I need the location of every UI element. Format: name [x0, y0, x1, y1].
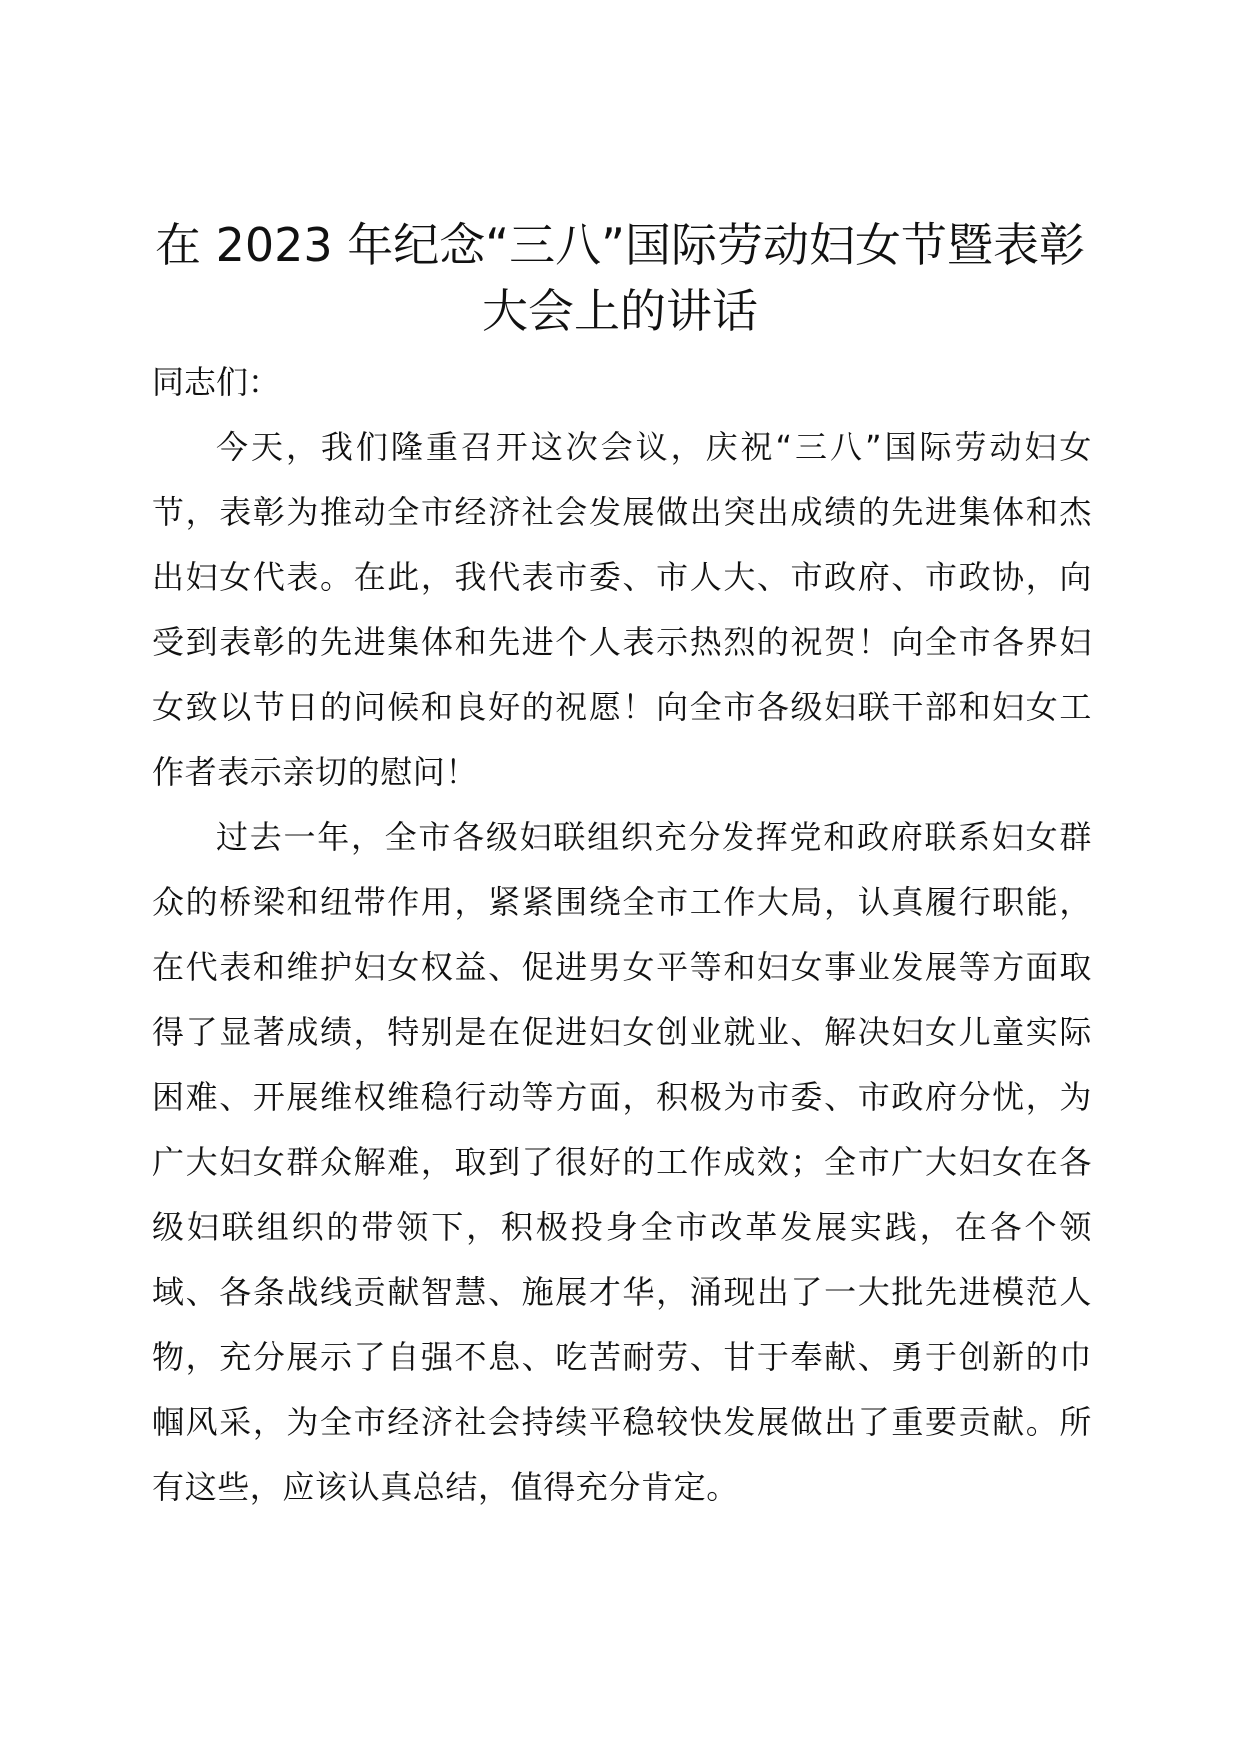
- document-body: [152, 350, 1092, 1520]
- salutation: 同志们：: [152, 363, 281, 401]
- paragraph-2: 过去一年，全市各级妇联组织充分发挥党和政府联系妇女群众的桥梁和纽带作用，紧紧围绕全市工作大局，认真履行职能，在代表和维护妇女权益、促进男女平等和妇女事业发展等方面取得了显著成绩，特别是在促进妇女创业就业、解决妇女儿童实际困难、开展维权维稳行动等方面，积极为市委、市政府分忧，为广大妇女群众解难，取到了很好的工作成效；全市广大妇女在各级妇联组织的带领下，积极投身全市改革发展实践，在各个领域、各条战线贡献智慧、施展才华，涌现出了一大批先进模范人物，充分展示了自强不息、吃苦耐劳、甘于奉献、勇于创新的巾帼风采，为全市经济社会持续平稳较快发展做出了重要贡献。所有这些，应该认真总结，值得充分肯定。: [152, 818, 1092, 1506]
- document-title: 在 2023 年纪念“三八”国际劳动妇女节暨表彰大会上的讲话: [155, 218, 1085, 338]
- paragraph-1: 今天，我们隆重召开这次会议，庆祝“三八”国际劳动妇女节，表彰为推动全市经济社会发展做出突出成绩的先进集体和杰出妇女代表。在此，我代表市委、市人大、市政府、市政协，向受到表彰的先进集体和先进个人表示热烈的祝贺！向全市各界妇女致以节日的问候和良好的祝愿！向全市各级妇联干部和妇女工作者表示亲切的慰问！: [152, 428, 1092, 791]
